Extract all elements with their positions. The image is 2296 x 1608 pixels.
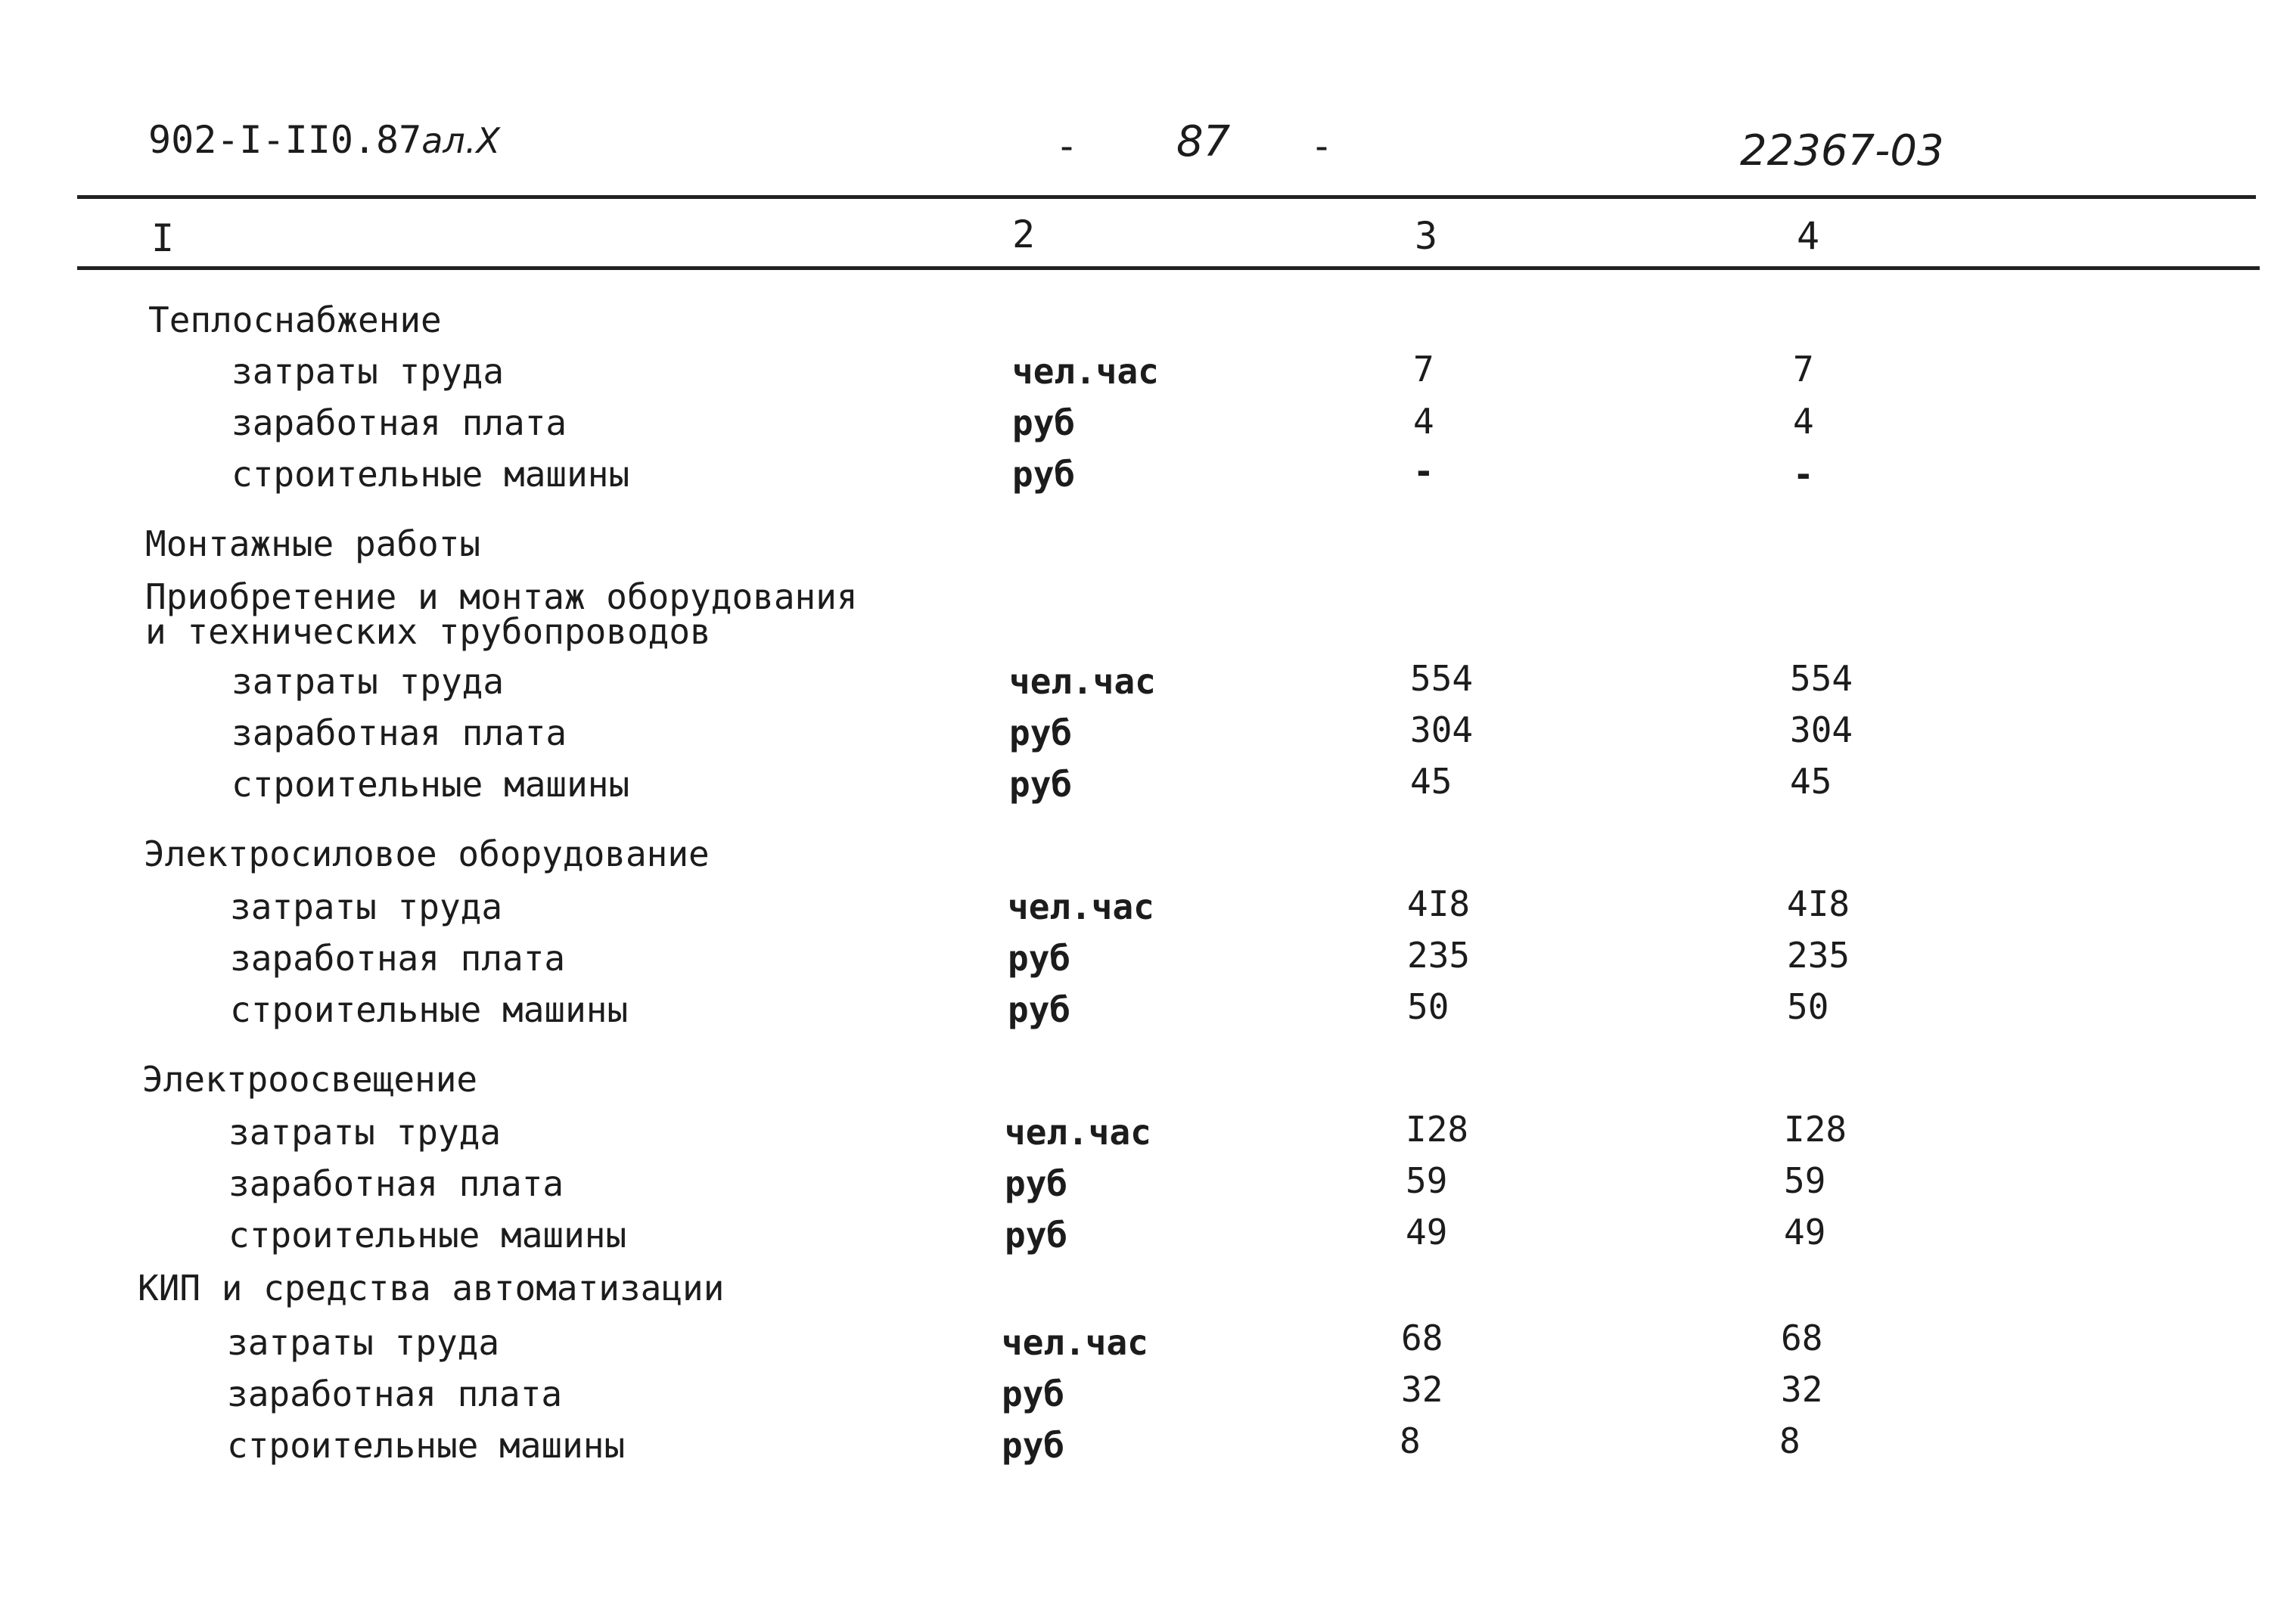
row-unit: руб (1008, 989, 1071, 1030)
row-value-col4: 32 (1781, 1369, 1823, 1410)
column-number-1: I (151, 216, 175, 260)
row-value-col4: 8 (1779, 1420, 1800, 1461)
column-number-2: 2 (1012, 213, 1036, 256)
row-label: заработная плата (231, 712, 567, 753)
row-label: заработная плата (227, 1374, 563, 1414)
row-label: строительные машины (227, 1425, 626, 1466)
row-value-col3: 304 (1410, 709, 1474, 750)
row-value-col4: 235 (1787, 935, 1850, 976)
row-value-col4: 68 (1781, 1318, 1823, 1358)
row-label: строительные машины (231, 454, 630, 495)
row-unit: чел.час (1005, 1112, 1151, 1153)
row-value-col4: 4 (1793, 401, 1814, 442)
row-value-col3: 554 (1410, 658, 1474, 699)
section-title-equipment-line2: и технических трубопроводов (145, 611, 711, 652)
page-number: 87 (1176, 117, 1231, 166)
section-title-installation-works: Монтажные работы (145, 523, 481, 564)
row-unit: чел.час (1008, 886, 1154, 927)
row-value-col4: 554 (1790, 658, 1853, 699)
row-label: заработная плата (230, 938, 566, 979)
row-value-col3: 4 (1413, 401, 1434, 442)
row-value-col4: 7 (1793, 349, 1814, 390)
row-value-col4: 49 (1784, 1212, 1826, 1253)
row-label: заработная плата (228, 1163, 564, 1204)
column-number-4: 4 (1797, 214, 1820, 258)
row-value-col4: 304 (1790, 709, 1853, 750)
row-value-col3: 59 (1406, 1160, 1448, 1201)
row-value-col3: 4I8 (1407, 883, 1471, 924)
row-value-col4: 59 (1784, 1160, 1826, 1201)
row-value-col3: 50 (1407, 986, 1449, 1027)
section-title-electrical-power-equipment: Электросиловое оборудование (144, 833, 710, 874)
row-value-col3: 8 (1400, 1420, 1421, 1461)
row-unit: руб (1002, 1425, 1065, 1466)
row-value-col3: 49 (1406, 1212, 1448, 1253)
row-label: затраты труда (228, 1112, 502, 1153)
row-value-col3: 7 (1413, 349, 1434, 390)
row-unit: чел.час (1009, 661, 1156, 702)
row-unit: чел.час (1002, 1322, 1148, 1363)
row-label: затраты труда (231, 351, 505, 392)
row-unit: руб (1005, 1215, 1068, 1256)
section-title-instrumentation-automation: КИП и средства автоматизации (138, 1268, 725, 1308)
row-value-col4: I28 (1784, 1109, 1847, 1150)
row-value-col3: 68 (1401, 1318, 1443, 1358)
row-value-col4: 50 (1787, 986, 1829, 1027)
row-unit: руб (1005, 1163, 1068, 1204)
section-title-equipment-line1: Приобретение и монтаж оборудования (145, 576, 858, 617)
row-label: затраты труда (227, 1322, 500, 1363)
row-label: строительные машины (228, 1215, 627, 1256)
row-unit: руб (1002, 1374, 1065, 1414)
row-value-col3: 32 (1401, 1369, 1443, 1410)
row-unit: руб (1009, 712, 1073, 753)
document-code (148, 118, 500, 162)
row-value-col3: I28 (1406, 1109, 1469, 1150)
document-number: 22367-03 (1740, 126, 1944, 175)
section-title-electric-lighting: Электроосвещение (142, 1059, 478, 1100)
row-value-col4: 45 (1790, 761, 1832, 802)
column-number-3: 3 (1415, 214, 1438, 258)
row-value-col3: 45 (1410, 761, 1452, 802)
row-value-col3: - (1413, 451, 1434, 492)
header-bottom-rule (77, 266, 2260, 270)
row-unit: руб (1012, 454, 1076, 495)
page-number-dash-right: - (1310, 124, 1334, 168)
row-unit: руб (1012, 402, 1076, 443)
row-unit: руб (1009, 764, 1073, 805)
row-unit: чел.час (1012, 351, 1159, 392)
row-label: строительные машины (231, 764, 630, 805)
row-label: затраты труда (231, 661, 505, 702)
header-top-rule (77, 195, 2256, 199)
row-label: затраты труда (230, 886, 503, 927)
section-title-heat-supply: Теплоснабжение (148, 300, 442, 340)
row-value-col4: 4I8 (1787, 883, 1850, 924)
page-number-dash-left: - (1055, 124, 1079, 168)
row-label: заработная плата (231, 402, 567, 443)
row-value-col3: 235 (1407, 935, 1471, 976)
row-unit: руб (1008, 938, 1071, 979)
row-label: строительные машины (230, 989, 629, 1030)
row-value-col4: - (1793, 454, 1814, 495)
document-code-suffix: ал.X (421, 120, 500, 161)
document-code-main: 902-I-II0.87 (148, 118, 422, 162)
